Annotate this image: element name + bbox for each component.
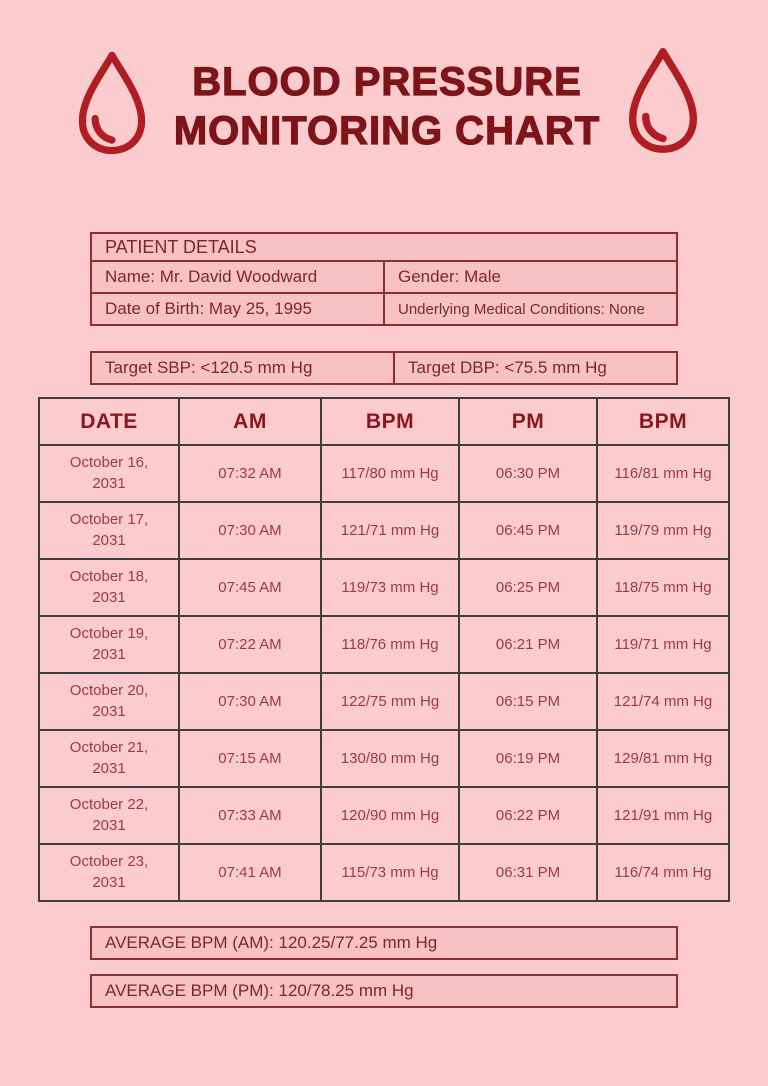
col-header-am-bpm: BPM: [321, 398, 459, 445]
date-cell: October 16, 2031: [39, 445, 179, 502]
target-sbp: Target SBP: <120.5 mm Hg: [91, 352, 394, 384]
col-header-am: AM: [179, 398, 321, 445]
table-row: [39, 844, 729, 901]
pm-bpm-cell: 121/91 mm Hg: [597, 787, 729, 844]
header: [0, 0, 768, 167]
table-row: [39, 559, 729, 616]
date-cell: October 22, 2031: [39, 787, 179, 844]
date-cell: October 20, 2031: [39, 673, 179, 730]
date-cell: October 18, 2031: [39, 559, 179, 616]
am-bpm-cell: 115/73 mm Hg: [321, 844, 459, 901]
table-row: [39, 787, 729, 844]
page-title-line1: BLOOD PRESSURE: [192, 60, 582, 104]
am-time-cell: 07:22 AM: [179, 616, 321, 673]
page-title-line2: MONITORING CHART: [173, 109, 601, 153]
targets-panel: [90, 351, 678, 385]
am-bpm-cell: 118/76 mm Hg: [321, 616, 459, 673]
average-bpm-pm: AVERAGE BPM (PM): 120/78.25 mm Hg: [90, 974, 678, 1008]
table-row: [39, 445, 729, 502]
am-bpm-cell: 130/80 mm Hg: [321, 730, 459, 787]
patient-name: Name: Mr. David Woodward: [91, 261, 384, 293]
patient-details-heading: PATIENT DETAILS: [91, 233, 677, 261]
am-time-cell: 07:15 AM: [179, 730, 321, 787]
col-header-pm: PM: [459, 398, 597, 445]
table-row: [39, 673, 729, 730]
pm-bpm-cell: 118/75 mm Hg: [597, 559, 729, 616]
am-time-cell: 07:33 AM: [179, 787, 321, 844]
col-header-pm-bpm: BPM: [597, 398, 729, 445]
pm-time-cell: 06:15 PM: [459, 673, 597, 730]
patient-dob: Date of Birth: May 25, 1995: [91, 293, 384, 325]
am-time-cell: 07:45 AM: [179, 559, 321, 616]
col-header-date: DATE: [39, 398, 179, 445]
date-cell: October 19, 2031: [39, 616, 179, 673]
am-time-cell: 07:30 AM: [179, 673, 321, 730]
date-cell: October 21, 2031: [39, 730, 179, 787]
pm-bpm-cell: 121/74 mm Hg: [597, 673, 729, 730]
pm-bpm-cell: 116/81 mm Hg: [597, 445, 729, 502]
patient-conditions: Underlying Medical Conditions: None: [384, 293, 677, 325]
table-row: [39, 730, 729, 787]
patient-details-panel: [90, 232, 678, 326]
am-time-cell: 07:30 AM: [179, 502, 321, 559]
am-bpm-cell: 119/73 mm Hg: [321, 559, 459, 616]
target-dbp: Target DBP: <75.5 mm Hg: [394, 352, 677, 384]
blood-drop-icon: [72, 38, 152, 167]
am-bpm-cell: 120/90 mm Hg: [321, 787, 459, 844]
pm-time-cell: 06:25 PM: [459, 559, 597, 616]
am-bpm-cell: 117/80 mm Hg: [321, 445, 459, 502]
pm-bpm-cell: 129/81 mm Hg: [597, 730, 729, 787]
am-time-cell: 07:32 AM: [179, 445, 321, 502]
blood-drop-icon: [622, 38, 704, 162]
pm-bpm-cell: 119/71 mm Hg: [597, 616, 729, 673]
bp-monitoring-table: [38, 397, 730, 902]
patient-gender: Gender: Male: [384, 261, 677, 293]
average-bpm-am: AVERAGE BPM (AM): 120.25/77.25 mm Hg: [90, 926, 678, 960]
am-time-cell: 07:41 AM: [179, 844, 321, 901]
am-bpm-cell: 121/71 mm Hg: [321, 502, 459, 559]
pm-time-cell: 06:31 PM: [459, 844, 597, 901]
date-cell: October 17, 2031: [39, 502, 179, 559]
pm-time-cell: 06:19 PM: [459, 730, 597, 787]
pm-bpm-cell: 119/79 mm Hg: [597, 502, 729, 559]
pm-bpm-cell: 116/74 mm Hg: [597, 844, 729, 901]
date-cell: October 23, 2031: [39, 844, 179, 901]
pm-time-cell: 06:30 PM: [459, 445, 597, 502]
pm-time-cell: 06:21 PM: [459, 616, 597, 673]
page-title: [152, 58, 622, 156]
am-bpm-cell: 122/75 mm Hg: [321, 673, 459, 730]
pm-time-cell: 06:22 PM: [459, 787, 597, 844]
pm-time-cell: 06:45 PM: [459, 502, 597, 559]
table-row: [39, 616, 729, 673]
table-header-row: [39, 398, 729, 445]
table-row: [39, 502, 729, 559]
